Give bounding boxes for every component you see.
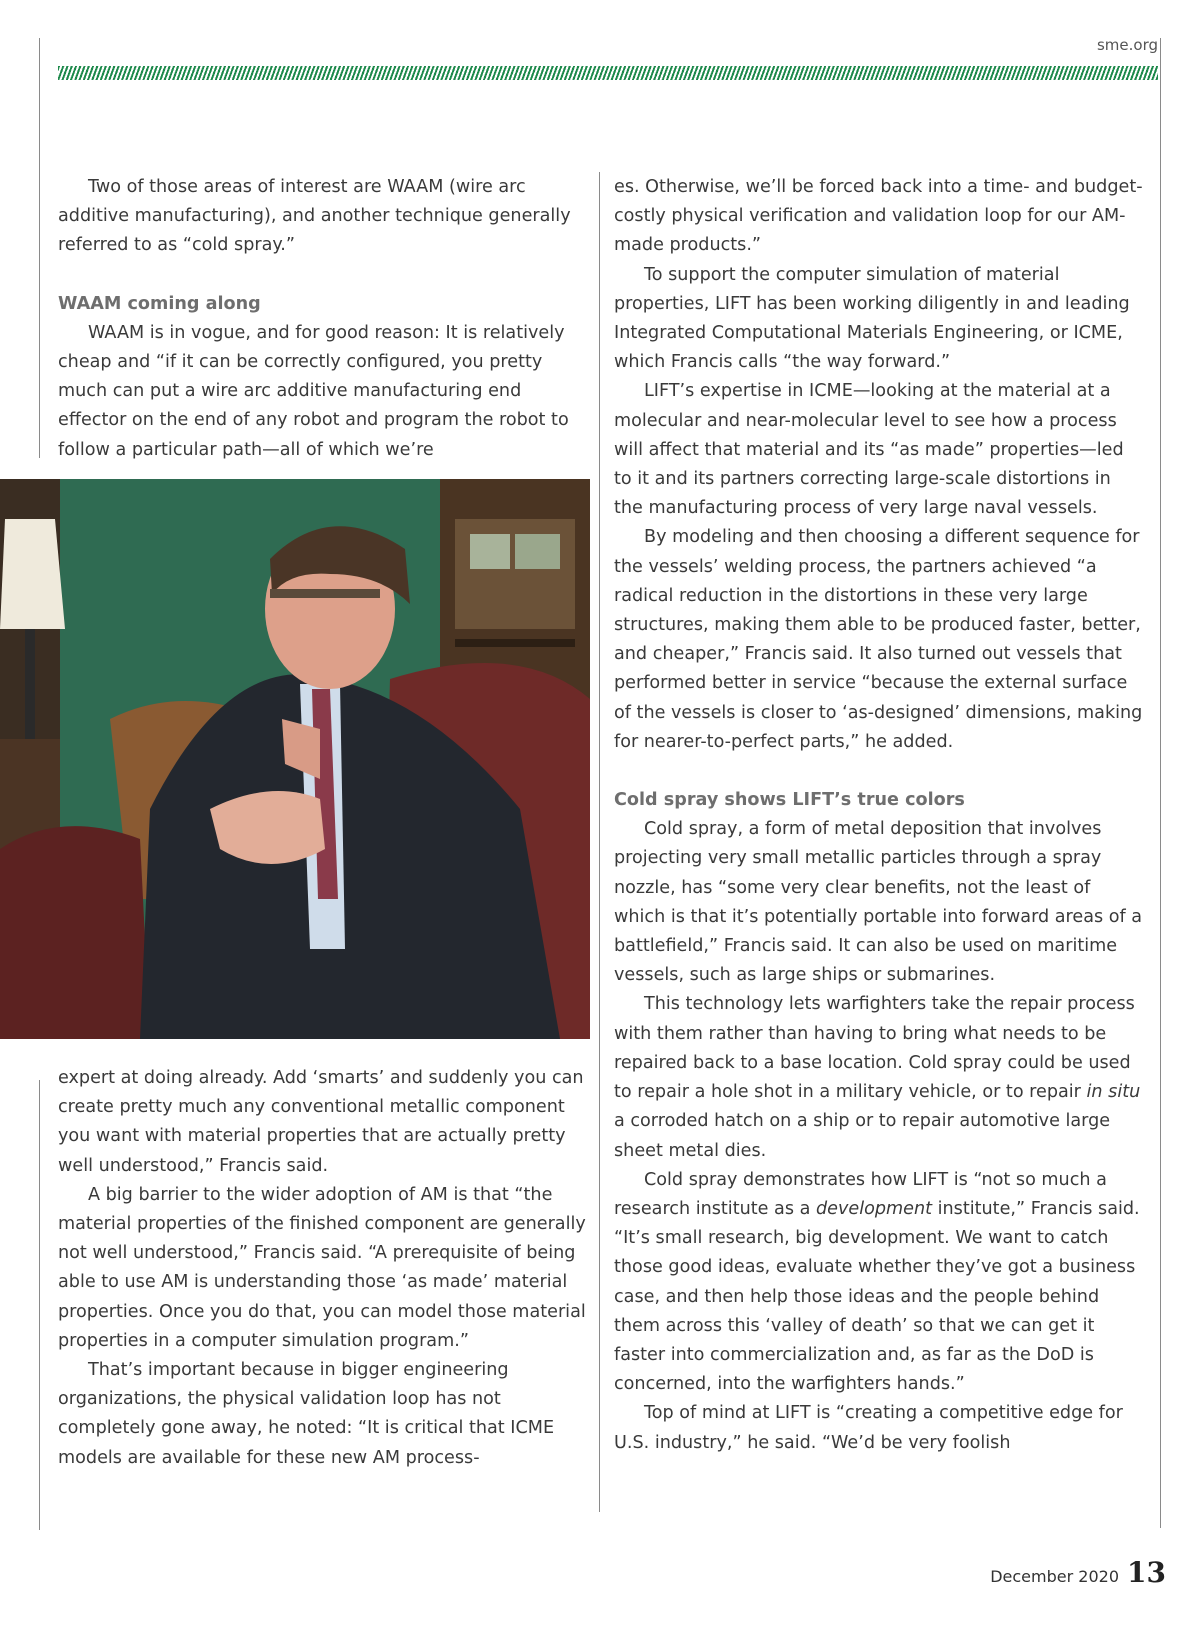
header-stripe xyxy=(58,66,1158,80)
body-paragraph: expert at doing already. Add ‘smarts’ and suddenly you can create pretty much any conventional metallic component you want with material properties that are actually pretty well understood,” Francis said. xyxy=(58,1068,584,1176)
body-paragraph: Two of those areas of interest are WAAM (wire arc additive manufacturing), and another technique generally referred to as “cold spray.” xyxy=(58,177,571,256)
left-margin-rule xyxy=(39,38,40,458)
right-column xyxy=(614,173,1144,1458)
body-paragraph: Cold spray, a form of metal deposition that involves projecting very small metallic particles through a spray nozzle, has “some very clear benefits, not the least of which is that it’s potentially portable into forward areas of a battlefield,” Francis said. It can also be used on maritime vessels, such as large ships or submarines. xyxy=(614,819,1143,986)
text-run: Cold spray demonstrates how LIFT is “not so much a research institute as a xyxy=(614,1169,1107,1219)
body-paragraph: By modeling and then choosing a different sequence for the vessels’ welding process, the partners achieved “a radical reduction in the distortions in these very large structures, making them able to be produced faster, better, and cheaper,” Francis said. It also turned out vessels that performed better in service “because the external surface of the vessels is closer to ‘as-designed’ dimensions, making for nearer-to-perfect parts,” he added. xyxy=(614,527,1143,752)
article-photo xyxy=(0,479,590,1039)
issue-date: December 2020 xyxy=(990,1567,1119,1586)
text-run: institute,” Francis said. “It’s small research, big development. We want to catch those good ideas, evaluate whether they’ve got a business case, and then help those ideas and the people behind them across this ‘valley of death’ so that we can get it faster into commercialization and, as far as the DoD is concerned, into the warfighters hands.” xyxy=(614,1198,1140,1395)
body-paragraph: es. Otherwise, we’ll be forced back into a time- and budget-costly physical verification and validation loop for our AM-made products.” xyxy=(614,177,1143,256)
section-heading-waam: WAAM coming along xyxy=(58,293,261,314)
body-paragraph xyxy=(614,990,1144,1165)
man-in-suit-photo xyxy=(0,479,590,1039)
italic-term: in situ xyxy=(1086,1082,1141,1103)
text-run: a corroded hatch on a ship or to repair automotive large sheet metal dies. xyxy=(614,1111,1111,1161)
section-heading-cold-spray: Cold spray shows LIFT’s true colors xyxy=(614,790,965,811)
right-margin-rule xyxy=(1160,38,1161,1528)
text-run: This technology lets warfighters take the repair process with them rather than having to bring what needs to be repaired back to a base location. Cold spray could be used to repair a hole shot in a military vehicle, or to repair xyxy=(614,994,1135,1103)
page-number: 13 xyxy=(1127,1556,1166,1589)
body-paragraph: LIFT’s expertise in ICME—looking at the material at a molecular and near-molecular level to see how a process will affect that material and its “as made” properties—led to it and its partners correcting large-scale distortions in the manufacturing process of very large naval vessels. xyxy=(614,381,1124,519)
body-paragraph: A big barrier to the wider adoption of AM is that “the material properties of the finished component are generally not well understood,” Francis said. “A prerequisite of being able to use AM is understanding those ‘as made’ material properties. Once you do that, you can model those material properties in a computer simulation program.” xyxy=(58,1184,586,1351)
left-margin-rule-lower xyxy=(39,1080,40,1530)
body-paragraph: That’s important because in bigger engineering organizations, the physical validation loop has not completely gone away, he noted: “It is critical that ICME models are available for these new AM process- xyxy=(58,1360,555,1468)
body-paragraph: Top of mind at LIFT is “creating a competitive edge for U.S. industry,” he said. “We’d be very foolish xyxy=(614,1403,1123,1453)
body-paragraph xyxy=(614,1166,1144,1400)
column-divider-rule xyxy=(599,172,600,1512)
body-paragraph: To support the computer simulation of material properties, LIFT has been working diligently in and leading Integrated Computational Materials Engineering, or ICME, which Francis calls “the way forward.” xyxy=(614,264,1130,373)
left-column-top xyxy=(58,173,586,465)
italic-term: development xyxy=(815,1198,933,1219)
site-url: sme.org xyxy=(1096,36,1158,54)
left-column-bottom xyxy=(58,1064,586,1473)
body-paragraph: WAAM is in vogue, and for good reason: It is relatively cheap and “if it can be correctly configured, you pretty much can put a wire arc additive manufacturing end effector on the end of any robot and program the robot to follow a particular path—all of which we’re xyxy=(58,322,569,460)
